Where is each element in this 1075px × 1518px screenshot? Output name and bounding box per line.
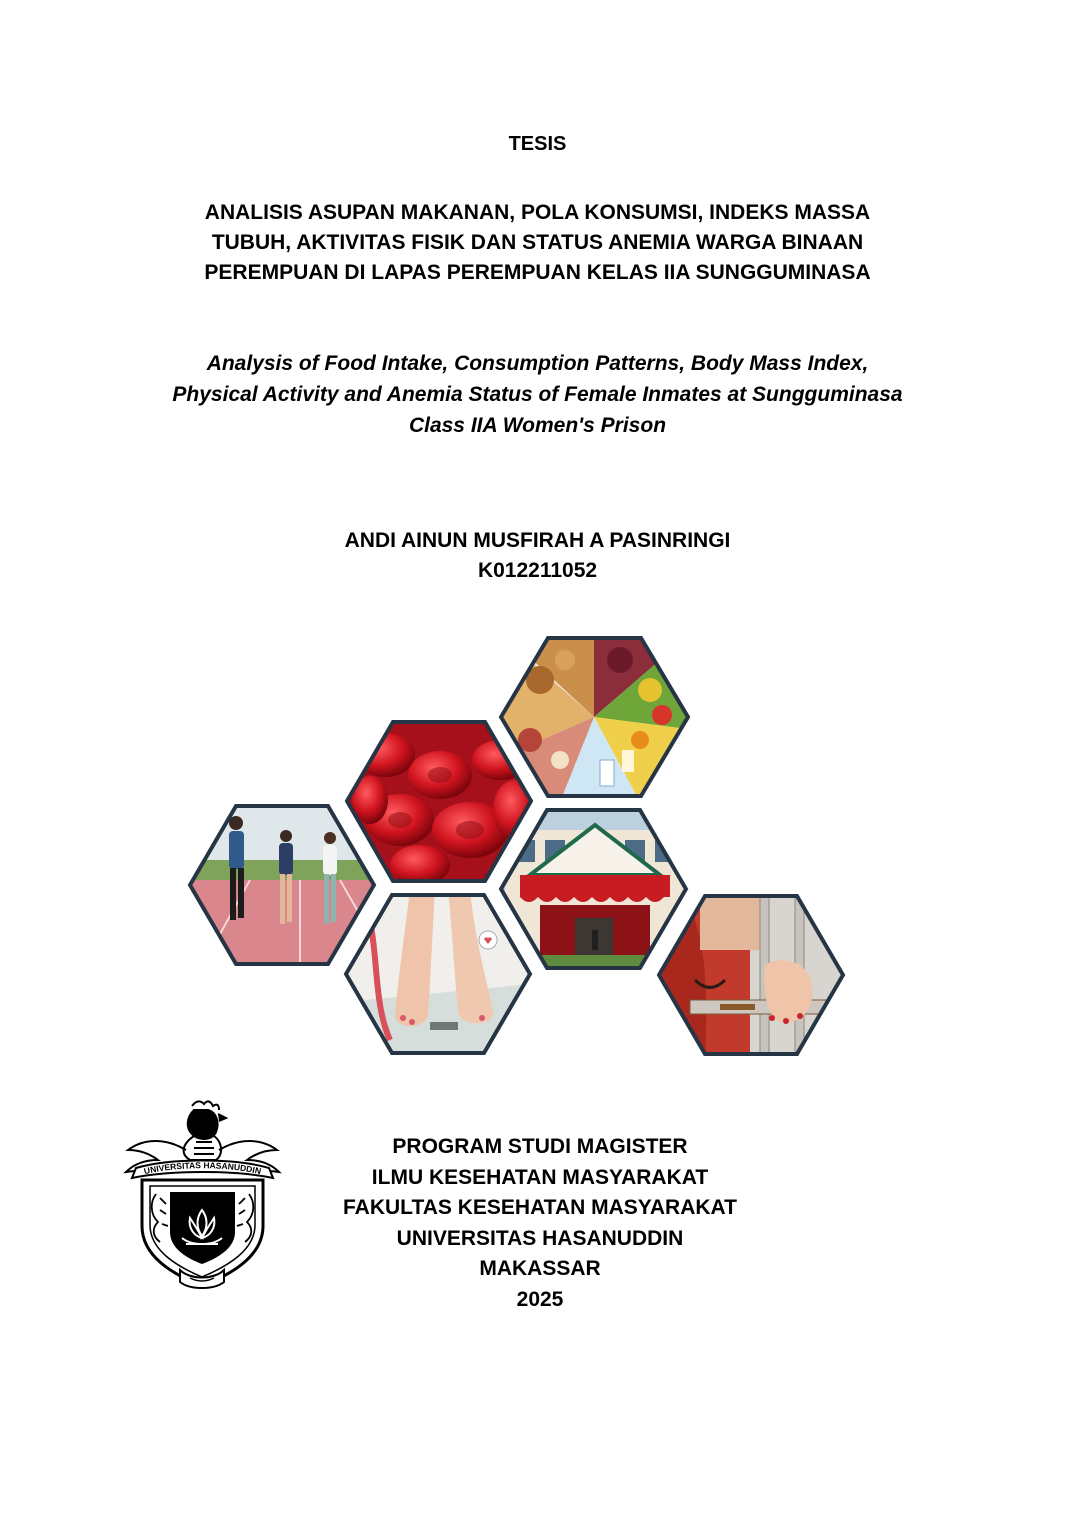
institution-line: ILMU KESEHATAN MASYARAKAT	[371, 1165, 709, 1189]
feet-on-scale-image	[340, 888, 535, 1060]
food-pyramid-image	[495, 630, 695, 802]
logo-ribbon-text: UNIVERSITAS HASANUDDIN	[142, 1160, 263, 1177]
institution-line: UNIVERSITAS HASANUDDIN	[396, 1226, 684, 1250]
title-line: PEREMPUAN DI LAPAS PEREMPUAN KELAS IIA SUNGGUMINASA	[204, 261, 871, 284]
title-line: TUBUH, AKTIVITAS FISIK DAN STATUS ANEMIA WARGA BINAAN	[211, 231, 864, 254]
prison-building-image	[495, 803, 695, 975]
subtitle-line: Class IIA Women's Prison	[408, 414, 667, 437]
running-people-image	[185, 800, 380, 970]
hand-on-bars-image	[655, 890, 850, 1060]
institution-line: PROGRAM STUDI MAGISTER	[392, 1135, 688, 1158]
institution-line: FAKULTAS KESEHATAN MASYARAKAT	[343, 1196, 737, 1219]
rooster-crest	[184, 1101, 226, 1160]
university-emblem	[120, 1098, 285, 1293]
document-label: TESIS	[508, 133, 567, 155]
red-blood-cells-image	[340, 715, 540, 887]
subtitle-line: Physical Activity and Anemia Status of Female Inmates at Sungguminasa	[172, 383, 903, 406]
institution-block	[290, 1132, 790, 1315]
author-name: ANDI AINUN MUSFIRAH A PASINRINGI	[344, 529, 731, 552]
subtitle-line: Analysis of Food Intake, Consumption Patterns, Body Mass Index,	[206, 352, 869, 375]
institution-city: MAKASSAR	[479, 1257, 601, 1280]
title-line: ANALISIS ASUPAN MAKANAN, POLA KONSUMSI, INDEKS MASSA	[204, 201, 871, 224]
student-id: K012211052	[477, 559, 598, 582]
institution-year: 2025	[516, 1287, 564, 1311]
